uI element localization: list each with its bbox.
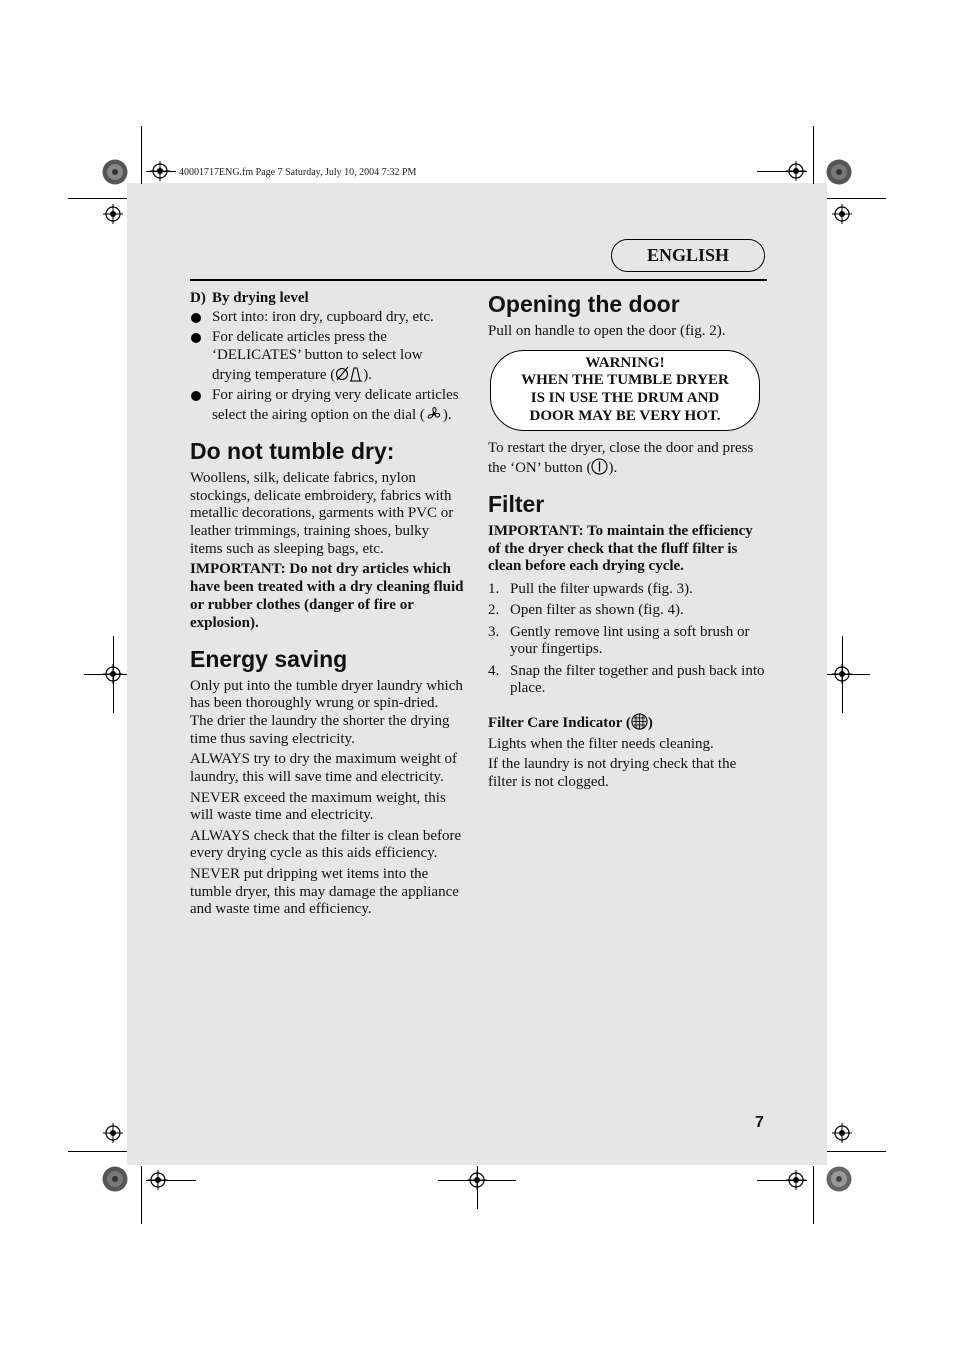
warning-box [490,350,760,431]
file-info-header: 40001717ENG.fm Page 7 Saturday, July 10, 2004 7:32 PM [179,167,417,178]
filter-steps [488,581,766,698]
list-item: For airing or drying very delicate articles select the airing option on the dial ( ). [190,387,465,425]
warning-line: WARNING! [585,354,665,371]
energy-saving-body [190,678,465,920]
print-rosette-icon [826,159,852,185]
list-item: 3. Gently remove lint using a soft brush or your fingertips. [488,623,750,658]
delicates-icon [335,365,363,382]
opening-door-intro: Pull on handle to open the door (fig. 2). [488,323,726,339]
print-rosette-icon [826,1166,852,1192]
do-not-tumble-body: Woollens, silk, delicate fabrics, nylon stockings, delicate embroidery, fabrics with metallic decorations, garments with PVC or leather trimmings, training shoes, bulky items such as sleeping bags, etc. [190,469,454,557]
list-item: 4. Snap the filter together and push back into place. [488,662,765,697]
warning-line: WHEN THE TUMBLE DRYER [521,372,729,389]
registration-mark-icon [467,1170,487,1190]
list-item: 1. Pull the filter upwards (fig. 3). [488,581,693,598]
registration-mark-icon [832,664,852,684]
drying-level-list [190,309,465,425]
filter-heading: Filter [488,490,545,517]
registration-mark-icon [832,204,852,224]
registration-mark-icon [148,1170,168,1190]
bullet-icon [191,333,201,343]
print-rosette-icon [102,159,128,185]
list-item: Sort into: iron dry, cupboard dry, etc. [190,309,465,327]
drying-level-label: D) [190,290,206,306]
registration-mark-icon [150,161,170,181]
energy-saving-heading: Energy saving [190,645,348,672]
print-rosette-icon [102,1166,128,1192]
bullet-icon [191,391,201,401]
registration-mark-icon [103,1123,123,1143]
filter-care-line: If the laundry is not drying check that the filter is not clogged. [488,756,737,791]
registration-mark-icon [103,664,123,684]
left-column [190,290,465,922]
airing-fan-icon [425,405,443,422]
right-column [488,290,766,794]
power-on-icon [591,458,608,475]
energy-paragraph: NEVER exceed the maximum weight, this will waste time and electricity. [190,789,446,824]
language-badge: ENGLISH [611,239,765,272]
bullet-icon [191,313,201,323]
page-number: 7 [755,1114,764,1131]
registration-mark-icon [832,1123,852,1143]
filter-important: IMPORTANT: To maintain the efficiency of the dryer check that the fluff filter is clean before each drying cycle. [488,522,753,575]
registration-mark-icon [103,204,123,224]
filter-care-heading: Filter Care Indicator ( ) [488,715,653,732]
drying-level-title: By drying level [212,290,309,306]
list-item: For delicate articles press the ‘DELICATES’ button to select low drying temperature ( ). [190,329,465,384]
registration-mark-icon [786,1170,806,1190]
energy-paragraph: Only put into the tumble dryer laundry which has been thoroughly wrung or spin-dried. The drier the laundry the shorter the drying time thus saving electricity. [190,677,463,747]
header-rule [190,279,767,281]
filter-care-line: Lights when the filter needs cleaning. [488,735,714,752]
warning-line: IS IN USE THE DRUM AND [530,389,720,406]
list-item: 2. Open filter as shown (fig. 4). [488,602,684,619]
restart-instructions: To restart the dryer, close the door and press the ‘ON’ button ( ). [488,440,754,476]
energy-paragraph: NEVER put dripping wet items into the tumble dryer, this may damage the appliance and waste time and efficiency. [190,865,459,918]
energy-paragraph: ALWAYS check that the filter is clean before every drying cycle as this aids efficiency. [190,827,462,862]
drying-level-heading [190,290,465,308]
do-not-tumble-heading: Do not tumble dry: [190,437,395,464]
filter-grid-icon [631,713,648,730]
registration-mark-icon [786,161,806,181]
energy-paragraph: ALWAYS try to dry the maximum weight of laundry, this will save time and electricity. [190,751,458,786]
warning-line: DOOR MAY BE VERY HOT. [529,407,721,424]
opening-door-heading: Opening the door [488,291,680,317]
do-not-tumble-important: IMPORTANT: Do not dry articles which have been treated with a dry cleaning fluid or rubber clothes (danger of fire or explosion). [190,561,464,631]
